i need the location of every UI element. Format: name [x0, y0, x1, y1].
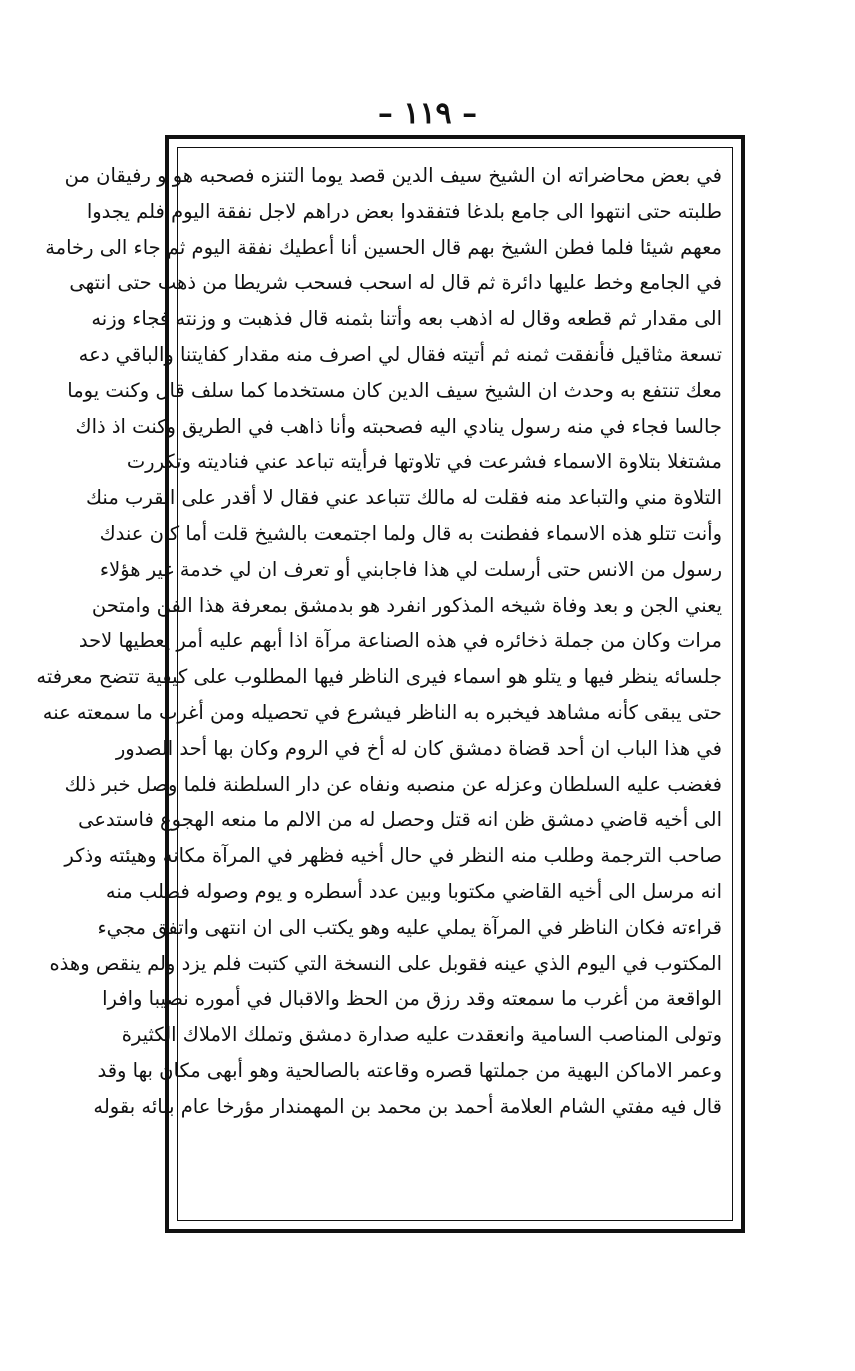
page-number: – ١١٩ –	[377, 96, 478, 131]
text-line: في هذا الباب ان أحد قضاة دمشق كان له أخ في الروم وكان بها أحد الصدور	[115, 736, 722, 760]
text-line: وتولى المناصب السامية وانعقدت عليه صدارة دمشق وتملك الاملاك الكثيرة	[121, 1023, 722, 1047]
text-line: يعني الجن و بعد وفاة شيخه المذكور انفرد هو بدمشق بمعرفة هذا الفن وامتحن	[91, 593, 722, 617]
text-line: رسول من الانس حتى أرسلت لي هذا فاجابني أو تعرف ان لي خدمة غير هؤلاء	[99, 557, 722, 581]
inner-border	[36, 147, 733, 1221]
text-line: صاحب الترجمة وطلب منه النظر في حال أخيه فظهر في المرآة مكانه وهيئته وذكر	[64, 844, 722, 868]
page-border	[36, 135, 745, 1233]
text-line: الى مقدار ثم قطعه وقال له اذهب بعه وأتنا بثمنه قال فذهبت و وزنته فجاء وزنه	[91, 307, 722, 331]
text-line: الواقعة من أغرب ما سمعته وقد رزق من الحظ والاقبال في أموره نصيبا وافرا	[102, 987, 722, 1011]
text-line: مشتغلا بتلاوة الاسماء فشرعت في تلاوتها فرأيته تباعد عني فناديته وتكررت	[126, 450, 722, 474]
text-line: معك تنتفع به وحدث ان الشيخ سيف الدين كان مستخدما كما سلف قال وكنت يوما	[67, 378, 722, 402]
text-line: قال فيه مفتي الشام العلامة أحمد بن محمد بن المهمندار مؤرخا عام بنائه بقوله	[93, 1094, 722, 1118]
text-line: في بعض محاضراته ان الشيخ سيف الدين قصد يوما التنزه فصحبه هو و رفيقان من	[64, 164, 722, 187]
text-line: في الجامع وخط عليها دائرة ثم قال له اسحب فسحب شريطا من ذهب حتى انتهى	[69, 271, 722, 295]
text-line: معهم شيئا فلما فطن الشيخ بهم قال الحسين أنا أعطيك نفقة اليوم ثم جاء الى رخامة	[45, 235, 722, 259]
text-line: جلسائه ينظر فيها و يتلو هو اسماء فيرى الناظر فيها المطلوب على كيفية تتضح معرفته	[36, 665, 722, 689]
text-line: وعمر الاماكن البهية من جملتها قصره وقاعته بالصالحية وهو أبهى مكان بها وقد	[97, 1058, 722, 1082]
text-line: المكتوب في اليوم الذي عينه فقوبل على النسخة التي كتبت فلم يزد ولم ينقص وهذه	[49, 951, 722, 975]
text-block	[36, 158, 722, 1125]
text-line: تسعة مثاقيل فأنفقت ثمنه ثم أتيته فقال لي اصرف منه مقدار كفايتنا والباقي دعه	[78, 342, 722, 366]
text-line: فغضب عليه السلطان وعزله عن منصبه ونفاه عن دار السلطنة فلما وصل خبر ذلك	[64, 772, 722, 796]
text-line: انه مرسل الى أخيه القاضي مكتوبا وبين عدد أسطره و يوم وصوله فطلب منه	[105, 879, 722, 903]
text-line: جالسا فجاء في منه رسول ينادي اليه فصحبته وأنا ذاهب في الطريق وكنت اذ ذاك	[75, 414, 722, 438]
text-line: حتى يبقى كأنه مشاهد فيخبره به الناظر فيشرع في تحصيله ومن أغرب ما سمعته عنه	[42, 700, 722, 724]
text-line: التلاوة مني والتباعد منه فقلت له مالك تتباعد عني فقال لا أقدر على القرب منك	[86, 486, 722, 510]
text-line: قراءته فكان الناظر في المرآة يملي عليه وهو يكتب الى ان انتهى واتفق مجيء	[97, 915, 722, 939]
text-line: مرات وكان من جملة ذخائره في هذه الصناعة مرآة اذا أبهم عليه أمر يعطيها لاحد	[78, 629, 722, 653]
text-line: طلبته حتى انتهوا الى جامع بلدغا فتفقدوا بعض دراهم لاجل نفقة اليوم فلم يجدوا	[86, 199, 722, 223]
text-line: الى أخيه قاضي دمشق ظن انه قتل وحصل له من الالم ما منعه الهجوع فاستدعى	[78, 808, 722, 832]
text-line: وأنت تتلو هذه الاسماء ففطنت به قال ولما اجتمعت بالشيخ قلت أما كان عندك	[99, 521, 722, 545]
